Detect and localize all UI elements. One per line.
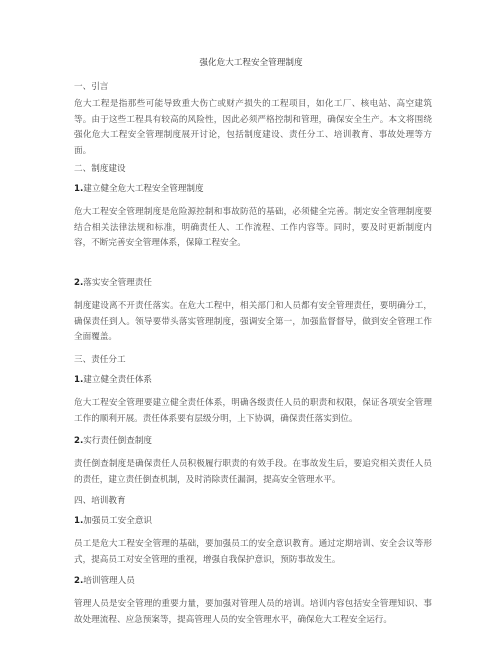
subheading-text: 培训管理人员: [83, 576, 135, 586]
subheading-number: 2.: [74, 576, 84, 586]
subheading-number: 1.: [74, 375, 84, 385]
paragraph-intro: 危大工程是指那些可能导致重大伤亡或财产损失的工程项目，如化工厂、核电站、高空建筑等。由于这些工程具有较高的风险性，因此必须严格控制和管理，确保安全生产。本文将围绕强化危大工程安全管理制度展开讨论，包括制度建设、责任分工、培训教育、事故处理等方面。: [74, 99, 432, 156]
paragraph-training-1: 员工是危大工程安全管理的基础，要加强员工的安全意识教育。通过定期培训、安全会议等形式，提高员工对安全管理的重视，增强自我保护意识，预防事故发生。: [74, 539, 432, 565]
subheading-number: 2.: [74, 436, 84, 446]
subheading-training-2: [74, 575, 434, 587]
paragraph-system-2: 制度建设离不开责任落实。在危大工程中，相关部门和人员都有安全管理责任，要明确分工，确保责任到人。领导要带头落实管理制度，强调安全第一，加强监督督导，做到安全管理工作全面覆盖。: [74, 301, 432, 342]
subheading-system-2: [74, 277, 434, 289]
paragraph-system-1: 危大工程安全管理制度是危险源控制和事故防范的基础，必须健全完善。制定安全管理制度要结合相关法律法规和标准，明确责任人、工作流程、工作内容等。同时，要及时更新制度内容，不断完善安全管理体系，保障工程安全。: [74, 207, 432, 248]
section-heading-responsibility: 三、责任分工: [74, 355, 126, 365]
paragraph-responsibility-2: 责任倒查制度是确保责任人员积极履行职责的有效手段。在事故发生后，要追究相关责任人员的责任，建立责任倒查机制，及时消除责任漏洞，提高安全管理水平。: [74, 459, 432, 485]
subheading-text: 实行责任倒查制度: [83, 436, 153, 446]
subheading-number: 1.: [74, 184, 84, 194]
subheading-number: 2.: [74, 278, 84, 288]
section-heading-intro: 一、引言: [74, 82, 109, 92]
subheading-responsibility-2: [74, 435, 434, 447]
subheading-training-1: [74, 515, 434, 527]
subheading-text: 建立健全责任体系: [83, 375, 153, 385]
paragraph-responsibility-1: 危大工程安全管理要建立健全责任体系，明确各级责任人员的职责和权限，保证各项安全管理工作的顺利开展。责任体系要有层级分明，上下协调，确保责任落实到位。: [74, 398, 432, 424]
section-heading-training: 四、培训教育: [74, 496, 126, 506]
subheading-text: 落实安全管理责任: [83, 278, 153, 288]
subheading-text: 加强员工安全意识: [83, 516, 153, 526]
document-title: 强化危大工程安全管理制度: [199, 58, 303, 68]
section-heading-system: 二、制度建设: [74, 164, 126, 174]
subheading-number: 1.: [74, 516, 84, 526]
subheading-responsibility-1: [74, 374, 434, 386]
subheading-text: 建立健全危大工程安全管理制度: [83, 184, 204, 194]
paragraph-training-2: 管理人员是安全管理的重要力量，要加强对管理人员的培训。培训内容包括安全管理知识、事故处理流程、应急预案等，提高管理人员的安全管理水平，确保危大工程安全运行。: [74, 599, 432, 625]
subheading-system-1: [74, 183, 434, 195]
